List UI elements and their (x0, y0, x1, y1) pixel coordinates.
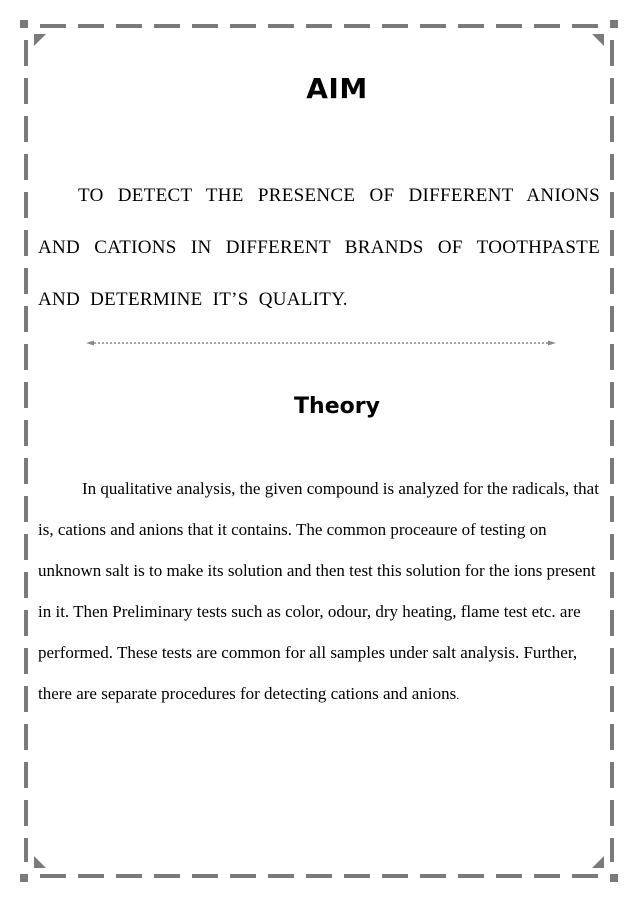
section-divider (86, 338, 556, 348)
theory-body-text: In qualitative analysis, the given compound is analyzed for the radicals, that is, cations and anions that it contains. The common proceaure of testing on unknown salt is to make its solution and then test this solution for the ions present in it. Then Preliminary tests such as color, odour, dry heating, flame test etc. are performed. These tests are common for all samples under salt analysis. Further, there are separate procedures for detecting cations and anions (38, 479, 599, 703)
aim-heading: AIM (306, 72, 368, 105)
aim-body: TO DETECT THE PRESENCE OF DIFFERENT ANIONS AND CATIONS IN DIFFERENT BRANDS OF TOOTHPASTE AND DETERMINE IT’S QUALITY. (38, 185, 600, 310)
theory-body-end-mark: . (456, 688, 460, 702)
theory-body (38, 468, 600, 716)
theory-heading: Theory (294, 394, 380, 419)
